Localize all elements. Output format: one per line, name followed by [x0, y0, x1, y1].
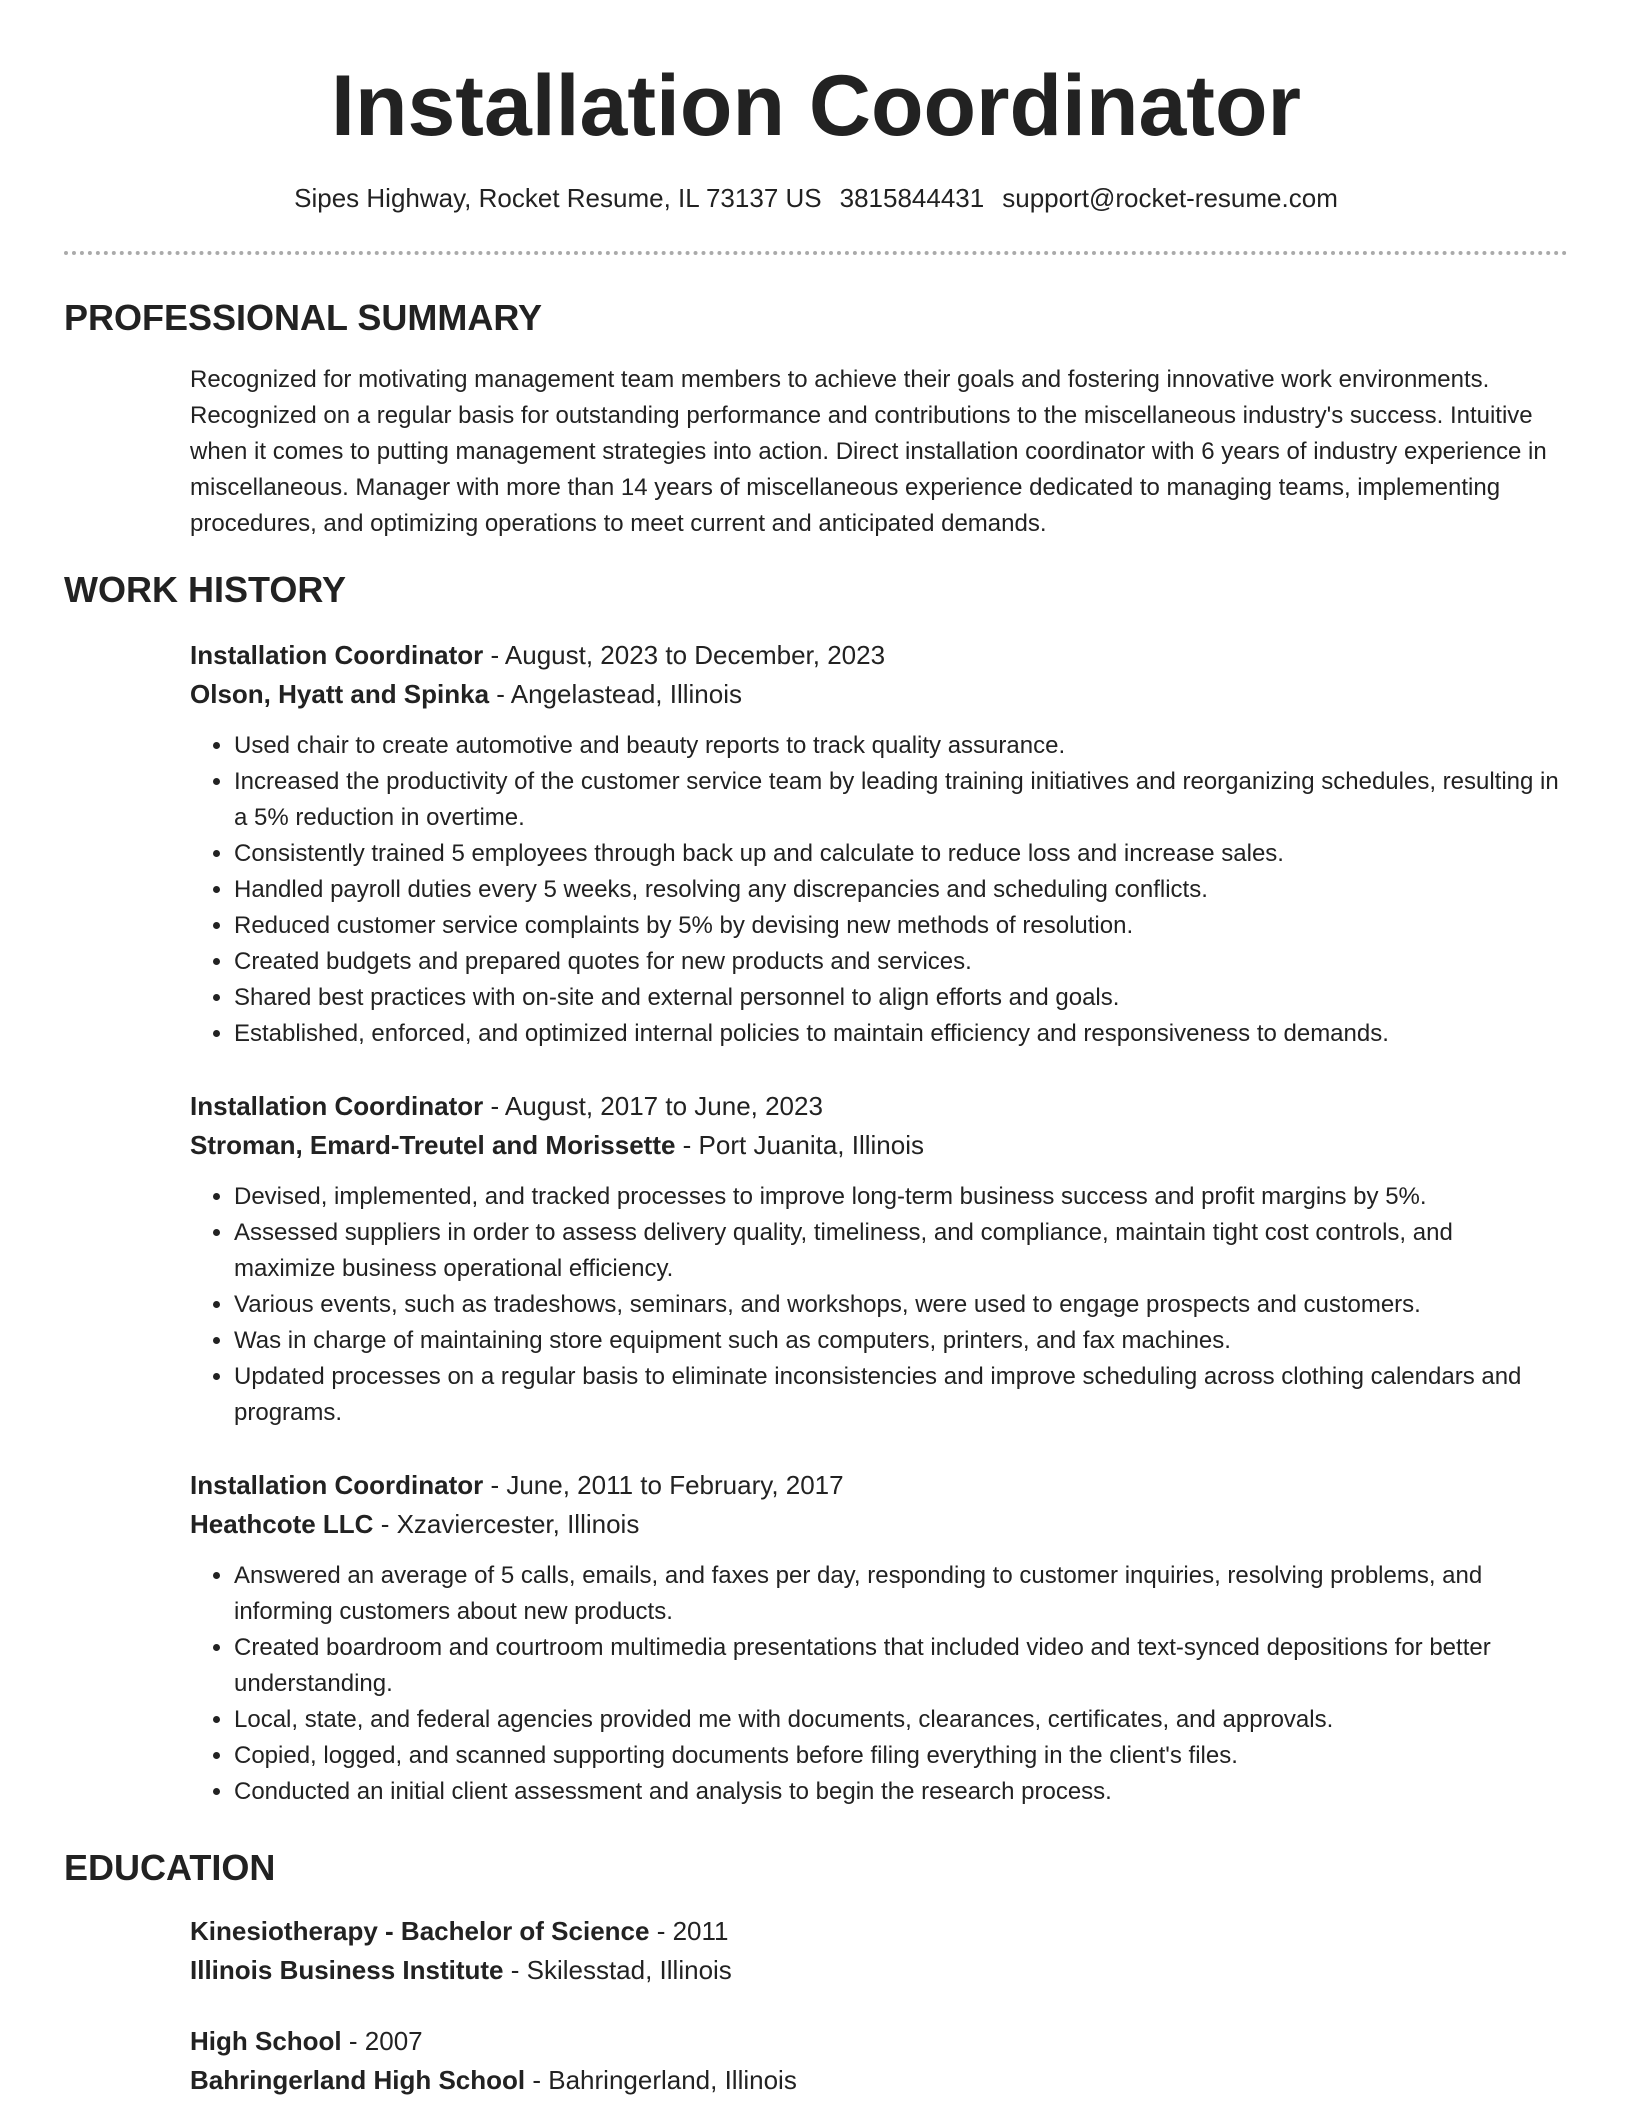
list-item: • Handled payroll duties every 5 weeks, resolving any discrepancies and scheduling conflicts. — [234, 872, 1560, 908]
list-item: • Various events, such as tradeshows, seminars, and workshops, were used to engage prospects and customers. — [234, 1287, 1560, 1323]
job-bullets — [190, 1179, 1560, 1431]
list-item: • Copied, logged, and scanned supporting documents before filing everything in the client's files. — [234, 1738, 1560, 1774]
education-year: - 2011 — [649, 1916, 729, 1946]
job-company-line — [190, 1505, 1560, 1544]
job-title: Installation Coordinator — [190, 1470, 484, 1500]
job-entry-2 — [190, 1087, 1560, 1431]
summary-heading: PROFESSIONAL SUMMARY — [64, 297, 543, 338]
education-degree: Kinesiotherapy - Bachelor of Science — [190, 1916, 650, 1946]
job-location: - Angelastead, Illinois — [489, 679, 742, 709]
list-item: • Updated processes on a regular basis to eliminate inconsistencies and improve scheduling across clothing calendars and programs. — [234, 1359, 1560, 1431]
contact-address: Sipes Highway, Rocket Resume, IL 73137 US — [294, 183, 822, 213]
education-spacer — [190, 1990, 1560, 2022]
list-item: • Assessed suppliers in order to assess delivery quality, timeliness, and compliance, maintain tight cost controls, and maximize business operational efficiency. — [234, 1215, 1560, 1287]
list-item: • Local, state, and federal agencies provided me with documents, clearances, certificates, and approvals. — [234, 1702, 1560, 1738]
work-history-heading: WORK HISTORY — [64, 569, 347, 610]
job-dates: - August, 2017 to June, 2023 — [483, 1091, 823, 1121]
list-item: • Consistently trained 5 employees through back up and calculate to reduce loss and increase sales. — [234, 836, 1560, 872]
list-item: • Created budgets and prepared quotes for new products and services. — [234, 944, 1560, 980]
list-item: • Increased the productivity of the customer service team by leading training initiatives and reorganizing schedules, resulting in a 5% reduction in overtime. — [234, 764, 1560, 836]
job-dates: - June, 2011 to February, 2017 — [483, 1470, 844, 1500]
list-item: • Reduced customer service complaints by 5% by devising new methods of resolution. — [234, 908, 1560, 944]
job-location: - Port Juanita, Illinois — [675, 1130, 925, 1160]
job-entry-3 — [190, 1466, 1560, 1810]
contact-line — [0, 180, 1632, 216]
job-company: Heathcote LLC — [190, 1509, 374, 1539]
education-degree-line — [190, 1912, 1560, 1951]
job-company-line — [190, 1126, 1560, 1165]
contact-phone: 3815844431 — [839, 183, 985, 213]
education-school-line — [190, 2061, 1560, 2100]
education-list — [190, 1912, 1560, 2100]
job-company-line — [190, 675, 1560, 714]
job-company: Stroman, Emard-Treutel and Morissette — [190, 1130, 676, 1160]
education-degree-line — [190, 2022, 1560, 2061]
list-item: • Answered an average of 5 calls, emails, and faxes per day, responding to customer inquiries, resolving problems, and informing customers about new products. — [234, 1558, 1560, 1630]
job-title-line — [190, 1087, 1560, 1126]
job-entry-1 — [190, 636, 1560, 1052]
resume-title: Installation Coordinator — [331, 58, 1301, 154]
list-item: • Shared best practices with on-site and external personnel to align efforts and goals. — [234, 980, 1560, 1016]
job-dates: - August, 2023 to December, 2023 — [483, 640, 886, 670]
education-location: - Skilesstad, Illinois — [503, 1955, 732, 1985]
job-title-line — [190, 1466, 1560, 1505]
list-item: • Established, enforced, and optimized internal policies to maintain efficiency and responsiveness to demands. — [234, 1016, 1560, 1052]
job-bullets — [190, 1558, 1560, 1810]
summary-text: Recognized for motivating management team members to achieve their goals and fostering innovative work environments. Recognized on a regular basis for outstanding performance and contributions to the miscellaneous industry's success. Intuitive when it comes to putting management strategies into action. Direct installation coordinator with 6 years of industry experience in miscellaneous. Manager with more than 14 years of miscellaneous experience dedicated to managing teams, implementing procedures, and optimizing operations to meet current and anticipated demands. — [190, 366, 1547, 537]
job-company: Olson, Hyatt and Spinka — [190, 679, 490, 709]
list-item: • Was in charge of maintaining store equipment such as computers, printers, and fax machines. — [234, 1323, 1560, 1359]
job-bullets — [190, 728, 1560, 1052]
education-entry-1 — [190, 1912, 1560, 1990]
contact-email[interactable]: support@rocket-resume.com — [1002, 183, 1338, 213]
job-title: Installation Coordinator — [190, 640, 484, 670]
list-item: • Used chair to create automotive and beauty reports to track quality assurance. — [234, 728, 1560, 764]
education-heading: EDUCATION — [64, 1847, 276, 1888]
list-item: • Created boardroom and courtroom multimedia presentations that included video and text-synced depositions for better understanding. — [234, 1630, 1560, 1702]
education-degree: High School — [190, 2026, 342, 2056]
header-divider — [64, 251, 1568, 255]
education-school: Bahringerland High School — [190, 2065, 526, 2095]
job-location: - Xzaviercester, Illinois — [373, 1509, 640, 1539]
list-item: • Conducted an initial client assessment and analysis to begin the research process. — [234, 1774, 1560, 1810]
education-location: - Bahringerland, Illinois — [525, 2065, 797, 2095]
education-entry-2 — [190, 2022, 1560, 2100]
education-school: Illinois Business Institute — [190, 1955, 504, 1985]
job-title: Installation Coordinator — [190, 1091, 484, 1121]
list-item: • Devised, implemented, and tracked processes to improve long-term business success and profit margins by 5%. — [234, 1179, 1560, 1215]
education-school-line — [190, 1951, 1560, 1990]
job-title-line — [190, 636, 1560, 675]
education-year: - 2007 — [341, 2026, 423, 2056]
